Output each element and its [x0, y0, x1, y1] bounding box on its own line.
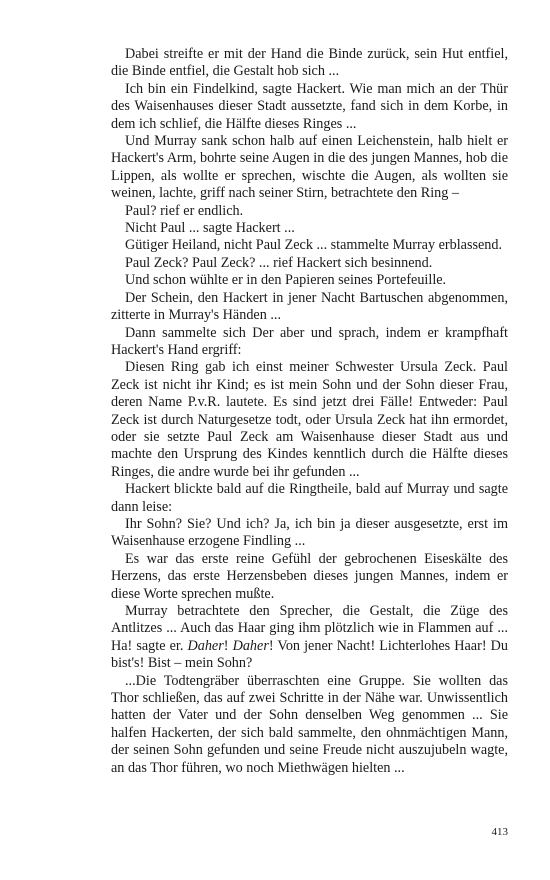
paragraph: Dabei streifte er mit der Hand die Binde zurück, sein Hut entfiel, die Binde entfiel, die Gestalt hob sich ...: [111, 46, 508, 80]
paragraph: Der Schein, den Hackert in jener Nacht Bartuschen abgenommen, zitterte in Murray's Händen ...: [111, 289, 508, 324]
page-number: 413: [491, 826, 508, 838]
paragraph-text: ! Von jener Nacht! Lichterlohes: [268, 637, 451, 654]
paragraph: Gütiger Heiland, nicht Paul Zeck ... stammelte Murray erblassend.: [125, 237, 503, 254]
paragraph: Ich bin ein Findelkind, sagte Hackert. Wie man mich an der Thür des Waisenhauses dieser Stadt aussetzte, fand sich in dem Korbe, in dem ich schlief, die Hälfte dieses Ringes ...: [111, 80, 508, 132]
paragraph: ...Die Todtengräber überraschten eine Gruppe. Sie wollten das Thor schließen, das auf zwei Schritte in der Nähe war. Unwissentlich hatten der Vater und der Sohn denselben Weg genommen ... Sie halfen Hackerten, der sich bald sammelte, den ohnmächtigen Mann, der seinen Sohn gefunden und seine Freude nicht auszujubeln wagte, an das Thor führen, wo noch Miethwägen hielten ...: [111, 672, 508, 776]
paragraph: Es war das erste reine Gefühl der gebrochenen Eiseskälte des Herzens, das erste Herzensbeben dieses jungen Mannes, indem er diese Worte sprechen mußte.: [111, 550, 508, 602]
paragraph: Und schon wühlte er in den Papieren seines Portefeuille.: [125, 272, 447, 289]
paragraph: Ihr Sohn? Sie? Und ich? Ja, ich bin ja dieser ausgesetzte, erst im Waisenhause erzogene Findling ...: [111, 515, 508, 550]
paragraph: Und Murray sank schon halb auf einen Leichenstein, halb hielt er Hackert's Arm, bohrte seine Augen in die des jungen Mannes, hob die Lippen, als wollte er sprechen, wischte die Augen, als wollten sie weinen, lachte, griff nach seiner Stirn, betrachtete den Ring –: [111, 133, 508, 202]
paragraph: Diesen Ring gab ich einst meiner Schwester Ursula Zeck. Paul Zeck ist nicht ihr Kind; es ist mein Sohn und der Sohn dieser Frau, deren Name P.v.R. lautete. Es sind jetzt drei Fälle! Entweder: Paul Zeck ist durch Naturgesetze todt, oder Ursula Zeck hat ihn ermordet, oder sie setzte Paul Zeck am Waisenhause dieser Stadt aus und machte den Ursprung des Kindes kenntlich durch die Hälfte dieses Ringes, die andre wurde bei ihr gefunden ...: [111, 359, 508, 480]
emphasized-word: Daher: [232, 637, 269, 654]
paragraph: [111, 603, 508, 673]
paragraph: Dann sammelte sich Der aber und sprach, indem er krampfhaft Hackert's Hand ergriff:: [111, 324, 508, 358]
punctuation: !: [223, 637, 229, 654]
paragraph: Paul Zeck? Paul Zeck? ... rief Hackert sich besinnend.: [125, 254, 433, 271]
body-text: [111, 46, 508, 777]
emphasized-word: Daher: [187, 637, 224, 654]
paragraph-text: Haar! Du bist's! Bist – mein Sohn?: [111, 637, 508, 672]
paragraph: Paul? rief er endlich.: [125, 202, 244, 219]
paragraph: Hackert blickte bald auf die Ringtheile, bald auf Murray und sagte dann leise:: [111, 481, 508, 515]
paragraph: Nicht Paul ... sagte Hackert ...: [125, 220, 295, 237]
paragraph-text: Murray betrachtete den Sprecher, die Gestalt, die Züge des Antlitzes ... Auch das Haar ging ihm plötzlich wie in Flammen auf ... Ha! sagte er.: [111, 603, 508, 654]
